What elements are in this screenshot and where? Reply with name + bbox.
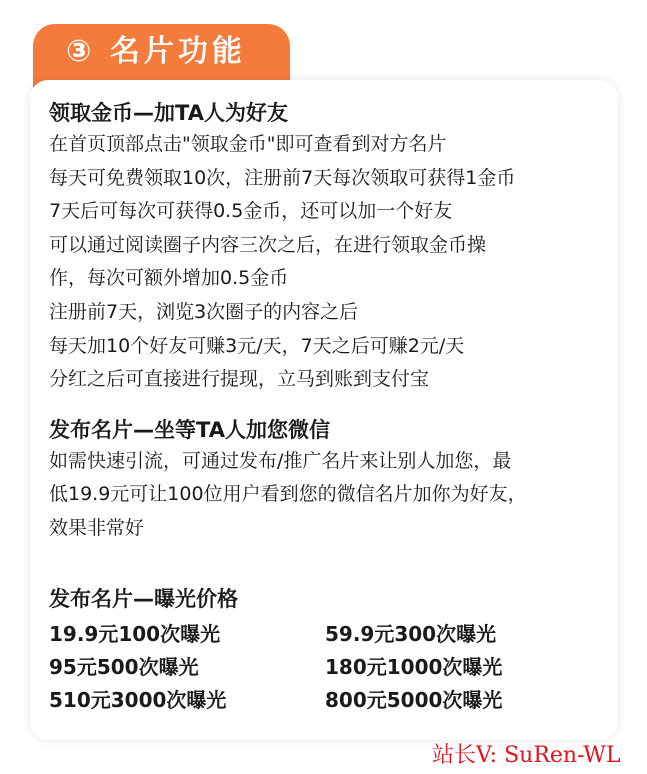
text-line: 在首页顶部点击"领取金币"即可查看到对方名片 (49, 133, 447, 155)
section-claim-coins (49, 98, 619, 397)
section-publish-card (49, 415, 619, 546)
section-tab-label: ③ 名片功能 (66, 34, 246, 69)
text-line: 分红之后可直接进行提现，立马到账到支付宝 (49, 368, 430, 391)
text-line: 效果非常好 (49, 516, 145, 539)
section-heading: 领取金币—加TA人为好友 (49, 101, 288, 125)
price-list (49, 618, 619, 717)
price-item: 510元3000次曝光 (49, 687, 227, 712)
text-line: 每天加10个好友可赚3元/天，7天之后可赚2元/天 (49, 334, 465, 357)
text-line: 每天可免费领取10次，注册前7天每次领取可获得1金币 (49, 166, 516, 189)
text-line: 注册前7天，浏览3次圈子的内容之后 (49, 300, 359, 323)
price-item: 59.9元300次曝光 (325, 621, 497, 646)
section-heading: 发布名片—曝光价格 (49, 586, 238, 611)
section-heading: 发布名片—坐等TA人加您微信 (49, 417, 330, 442)
price-item: 180元1000次曝光 (325, 654, 503, 679)
text-line: 作，每次可额外增加0.5金币 (49, 267, 289, 290)
price-item: 95元500次曝光 (49, 654, 199, 679)
text-line: 如需快速引流，可通过发布/推广名片来让别人加您，最 (49, 449, 512, 472)
price-item: 800元5000次曝光 (325, 687, 503, 712)
text-line: 7天后可每次可获得0.5金币，还可以加一个好友 (49, 200, 453, 223)
text-line: 可以通过阅读圈子内容三次之后，在进行领取金币操 (49, 233, 487, 256)
contact-watermark: 站长V: SuRen-WL (432, 743, 621, 768)
text-line: 低19.9元可让100位用户看到您的微信名片加你为好友， (49, 483, 527, 506)
card-content (49, 98, 619, 717)
price-item: 19.9元100次曝光 (49, 621, 221, 646)
section-exposure-pricing (49, 584, 619, 717)
